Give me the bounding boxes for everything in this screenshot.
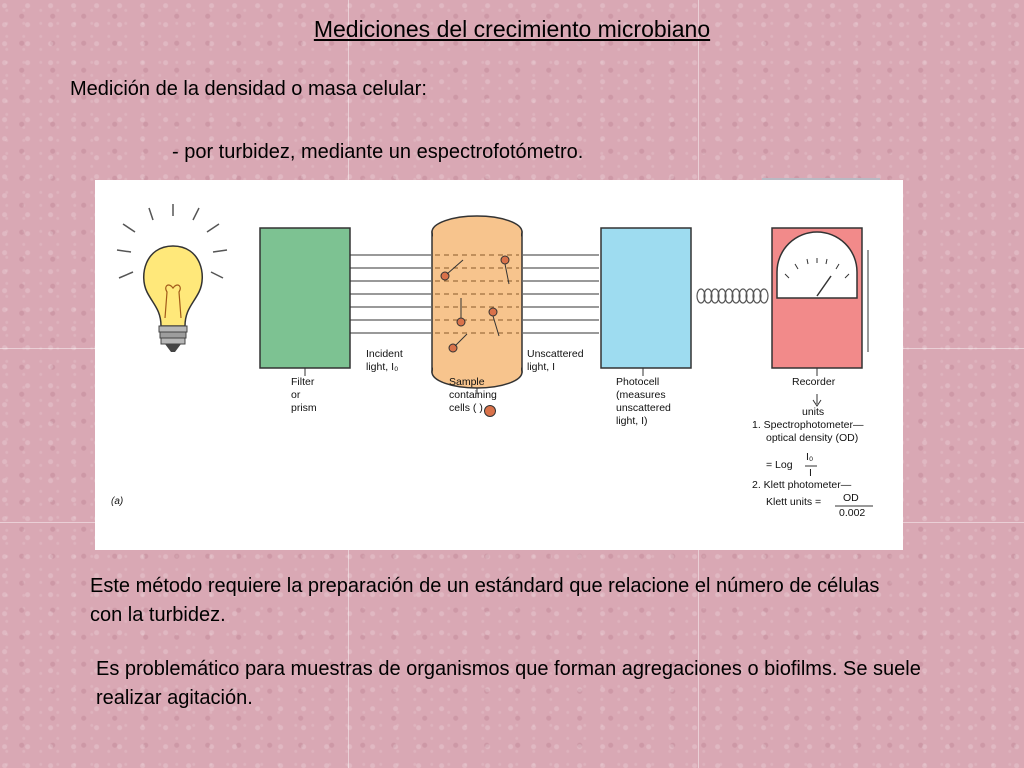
incident-light-label: Incident light, I₀ [366, 348, 403, 373]
recorder [772, 228, 862, 368]
unscattered-light-label: Unscattered light, I [527, 348, 584, 373]
units-line-2: optical density (OD) [766, 432, 859, 444]
light-bulb-icon [144, 246, 203, 352]
sample-label: Sample containing cells ( ) [449, 376, 497, 414]
log-denominator: I [809, 467, 812, 479]
recorder-label: Recorder [792, 376, 836, 388]
log-numerator: I₀ [806, 451, 814, 463]
units-line-4: Klett units = [766, 496, 822, 508]
bullet-text: - por turbidez, mediante un espectrofotómetro. [172, 141, 584, 163]
spectrophotometer-diagram [95, 180, 903, 550]
panel-label: (a) [111, 496, 124, 507]
coil-wire [697, 289, 768, 303]
photocell-label: Photocell (measures unscattered light, I) [616, 376, 671, 427]
slide-title: Mediciones del crecimiento microbiano [313, 16, 711, 42]
units-line-1: 1. Spectrophotometer— [752, 419, 864, 431]
klett-numerator: OD [843, 492, 859, 504]
spectrophotometer-figure [95, 180, 903, 550]
log-equation: = Log [766, 459, 793, 471]
incident-light-arrows [350, 255, 431, 333]
units-heading: units [802, 406, 825, 418]
slide-subtitle: Medición de la densidad o masa celular: [70, 78, 427, 100]
filter-prism [260, 228, 350, 368]
unscattered-light-arrows [523, 255, 599, 333]
paragraph-biofilms: Es problemático para muestras de organismos que forman agregaciones o biofilms. Se suele realizar agitación. [96, 658, 921, 709]
paragraph-standard: Este método requiere la preparación de un estándard que relacione el número de células con la turbidez. [90, 575, 880, 626]
cell-symbol-icon [484, 405, 496, 417]
filter-label: Filter or prism [291, 376, 317, 414]
sample-cylinder [432, 216, 522, 388]
photocell [601, 228, 691, 368]
klett-denominator: 0.002 [839, 507, 866, 519]
units-line-3: 2. Klett photometer— [752, 479, 852, 491]
